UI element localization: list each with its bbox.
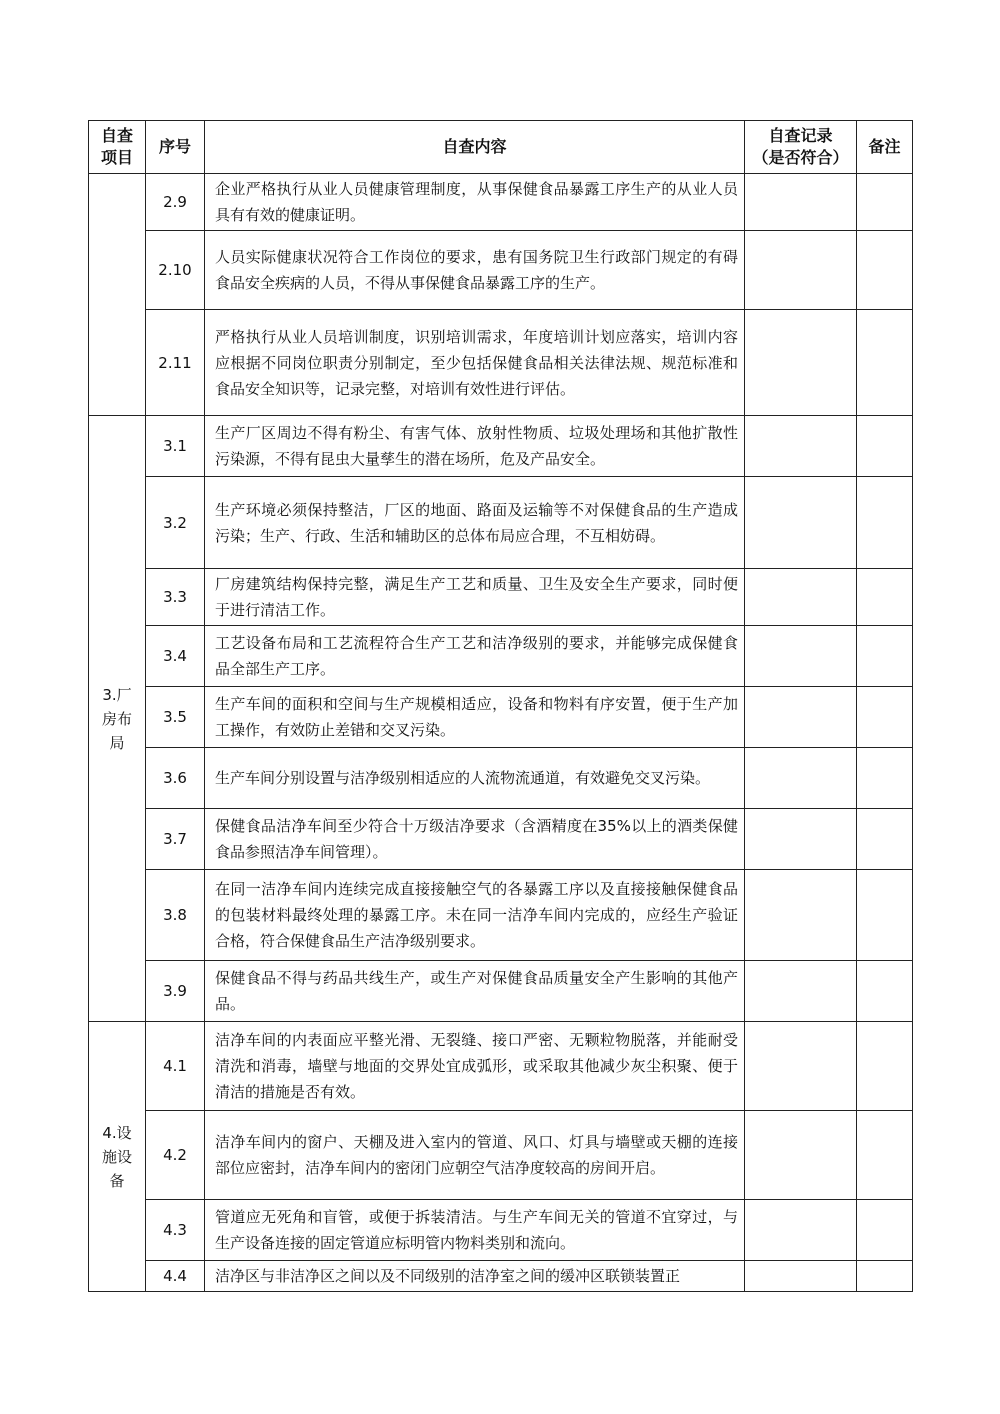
header-seq: 序号	[146, 121, 205, 174]
note-cell[interactable]	[857, 1200, 913, 1261]
table-row	[89, 1261, 913, 1292]
table-row	[89, 1022, 913, 1111]
content-cell: 生产车间的面积和空间与生产规模相适应，设备和物料有序安置，便于生产加工操作，有效防止差错和交叉污染。	[205, 687, 745, 748]
content-cell: 工艺设备布局和工艺流程符合生产工艺和洁净级别的要求，并能够完成保健食品全部生产工序。	[205, 626, 745, 687]
seq-cell: 3.1	[146, 416, 205, 477]
category-label-line: 备	[109, 1171, 125, 1190]
header-record	[745, 121, 857, 174]
seq-cell: 4.3	[146, 1200, 205, 1261]
record-cell[interactable]	[745, 1111, 857, 1200]
seq-cell: 3.9	[146, 961, 205, 1022]
note-cell[interactable]	[857, 310, 913, 416]
table-row	[89, 1111, 913, 1200]
note-cell[interactable]	[857, 416, 913, 477]
table-row	[89, 809, 913, 870]
seq-cell: 3.7	[146, 809, 205, 870]
category-label-line: 4.设	[102, 1123, 132, 1142]
table-row	[89, 477, 913, 569]
table-row	[89, 310, 913, 416]
table-row	[89, 687, 913, 748]
record-cell[interactable]	[745, 961, 857, 1022]
record-cell[interactable]	[745, 626, 857, 687]
header-note: 备注	[857, 121, 913, 174]
seq-cell: 3.3	[146, 569, 205, 626]
record-cell[interactable]	[745, 416, 857, 477]
content-cell: 管道应无死角和盲管，或便于拆装清洁。与生产车间无关的管道不宜穿过，与生产设备连接的固定管道应标明管内物料类别和流向。	[205, 1200, 745, 1261]
record-cell[interactable]	[745, 174, 857, 231]
header-record-line2: （是否符合）	[752, 148, 849, 167]
seq-cell: 2.11	[146, 310, 205, 416]
category-label-line: 局	[109, 733, 125, 752]
note-cell[interactable]	[857, 809, 913, 870]
header-category-line2: 项目	[100, 148, 133, 167]
record-cell[interactable]	[745, 310, 857, 416]
content-cell: 洁净车间的内表面应平整光滑、无裂缝、接口严密、无颗粒物脱落，并能耐受清洗和消毒，墙壁与地面的交界处宜成弧形，或采取其他减少灰尘积聚、便于清洁的措施是否有效。	[205, 1022, 745, 1111]
seq-cell: 4.2	[146, 1111, 205, 1200]
table-row	[89, 1200, 913, 1261]
content-cell: 洁净车间内的窗户、天棚及进入室内的管道、风口、灯具与墙壁或天棚的连接部位应密封，洁净车间内的密闭门应朝空气洁净度较高的房间开启。	[205, 1111, 745, 1200]
content-cell: 厂房建筑结构保持完整，满足生产工艺和质量、卫生及安全生产要求，同时便于进行清洁工作。	[205, 569, 745, 626]
table-header-row	[89, 121, 913, 174]
self-check-table	[88, 120, 913, 1292]
note-cell[interactable]	[857, 687, 913, 748]
seq-cell: 4.4	[146, 1261, 205, 1292]
seq-cell: 3.5	[146, 687, 205, 748]
record-cell[interactable]	[745, 477, 857, 569]
content-cell: 生产厂区周边不得有粉尘、有害气体、放射性物质、垃圾处理场和其他扩散性污染源，不得有昆虫大量孳生的潜在场所，危及产品安全。	[205, 416, 745, 477]
category-cell	[89, 174, 146, 416]
note-cell[interactable]	[857, 748, 913, 809]
content-cell: 保健食品不得与药品共线生产，或生产对保健食品质量安全产生影响的其他产品。	[205, 961, 745, 1022]
table-body	[89, 174, 913, 1292]
category-label-line: 房布	[101, 709, 132, 728]
category-cell	[89, 416, 146, 1022]
note-cell[interactable]	[857, 870, 913, 961]
record-cell[interactable]	[745, 687, 857, 748]
category-label-line: 施设	[101, 1147, 132, 1166]
record-cell[interactable]	[745, 1261, 857, 1292]
category-label-line: 3.厂	[102, 685, 132, 704]
note-cell[interactable]	[857, 1111, 913, 1200]
note-cell[interactable]	[857, 1022, 913, 1111]
content-cell: 人员实际健康状况符合工作岗位的要求，患有国务院卫生行政部门规定的有碍食品安全疾病的人员，不得从事保健食品暴露工序的生产。	[205, 231, 745, 310]
seq-cell: 3.8	[146, 870, 205, 961]
seq-cell: 3.2	[146, 477, 205, 569]
seq-cell: 3.6	[146, 748, 205, 809]
note-cell[interactable]	[857, 961, 913, 1022]
table-row	[89, 961, 913, 1022]
category-cell	[89, 1022, 146, 1292]
content-cell: 生产车间分别设置与洁净级别相适应的人流物流通道，有效避免交叉污染。	[205, 748, 745, 809]
table-row	[89, 870, 913, 961]
header-category	[89, 121, 146, 174]
content-cell: 生产环境必须保持整洁，厂区的地面、路面及运输等不对保健食品的生产造成污染；生产、行政、生活和辅助区的总体布局应合理，不互相妨碍。	[205, 477, 745, 569]
record-cell[interactable]	[745, 748, 857, 809]
content-cell: 洁净区与非洁净区之间以及不同级别的洁净室之间的缓冲区联锁装置正	[205, 1261, 745, 1292]
note-cell[interactable]	[857, 231, 913, 310]
table-row	[89, 626, 913, 687]
header-category-line1: 自查	[100, 126, 133, 145]
seq-cell: 2.9	[146, 174, 205, 231]
note-cell[interactable]	[857, 569, 913, 626]
table-row	[89, 416, 913, 477]
note-cell[interactable]	[857, 174, 913, 231]
header-record-line1: 自查记录	[768, 126, 833, 145]
record-cell[interactable]	[745, 809, 857, 870]
record-cell[interactable]	[745, 231, 857, 310]
record-cell[interactable]	[745, 1200, 857, 1261]
record-cell[interactable]	[745, 870, 857, 961]
record-cell[interactable]	[745, 569, 857, 626]
table-row	[89, 231, 913, 310]
table-row	[89, 174, 913, 231]
content-cell: 在同一洁净车间内连续完成直接接触空气的各暴露工序以及直接接触保健食品的包装材料最终处理的暴露工序。未在同一洁净车间内完成的，应经生产验证合格，符合保健食品生产洁净级别要求。	[205, 870, 745, 961]
note-cell[interactable]	[857, 1261, 913, 1292]
header-content: 自查内容	[205, 121, 745, 174]
seq-cell: 4.1	[146, 1022, 205, 1111]
table-row	[89, 748, 913, 809]
content-cell: 保健食品洁净车间至少符合十万级洁净要求（含酒精度在35%以上的酒类保健食品参照洁净车间管理）。	[205, 809, 745, 870]
content-cell: 严格执行从业人员培训制度，识别培训需求，年度培训计划应落实，培训内容应根据不同岗位职责分别制定，至少包括保健食品相关法律法规、规范标准和食品安全知识等，记录完整，对培训有效性进行评估。	[205, 310, 745, 416]
note-cell[interactable]	[857, 477, 913, 569]
table-row	[89, 569, 913, 626]
content-cell: 企业严格执行从业人员健康管理制度，从事保健食品暴露工序生产的从业人员具有有效的健康证明。	[205, 174, 745, 231]
note-cell[interactable]	[857, 626, 913, 687]
seq-cell: 2.10	[146, 231, 205, 310]
record-cell[interactable]	[745, 1022, 857, 1111]
seq-cell: 3.4	[146, 626, 205, 687]
